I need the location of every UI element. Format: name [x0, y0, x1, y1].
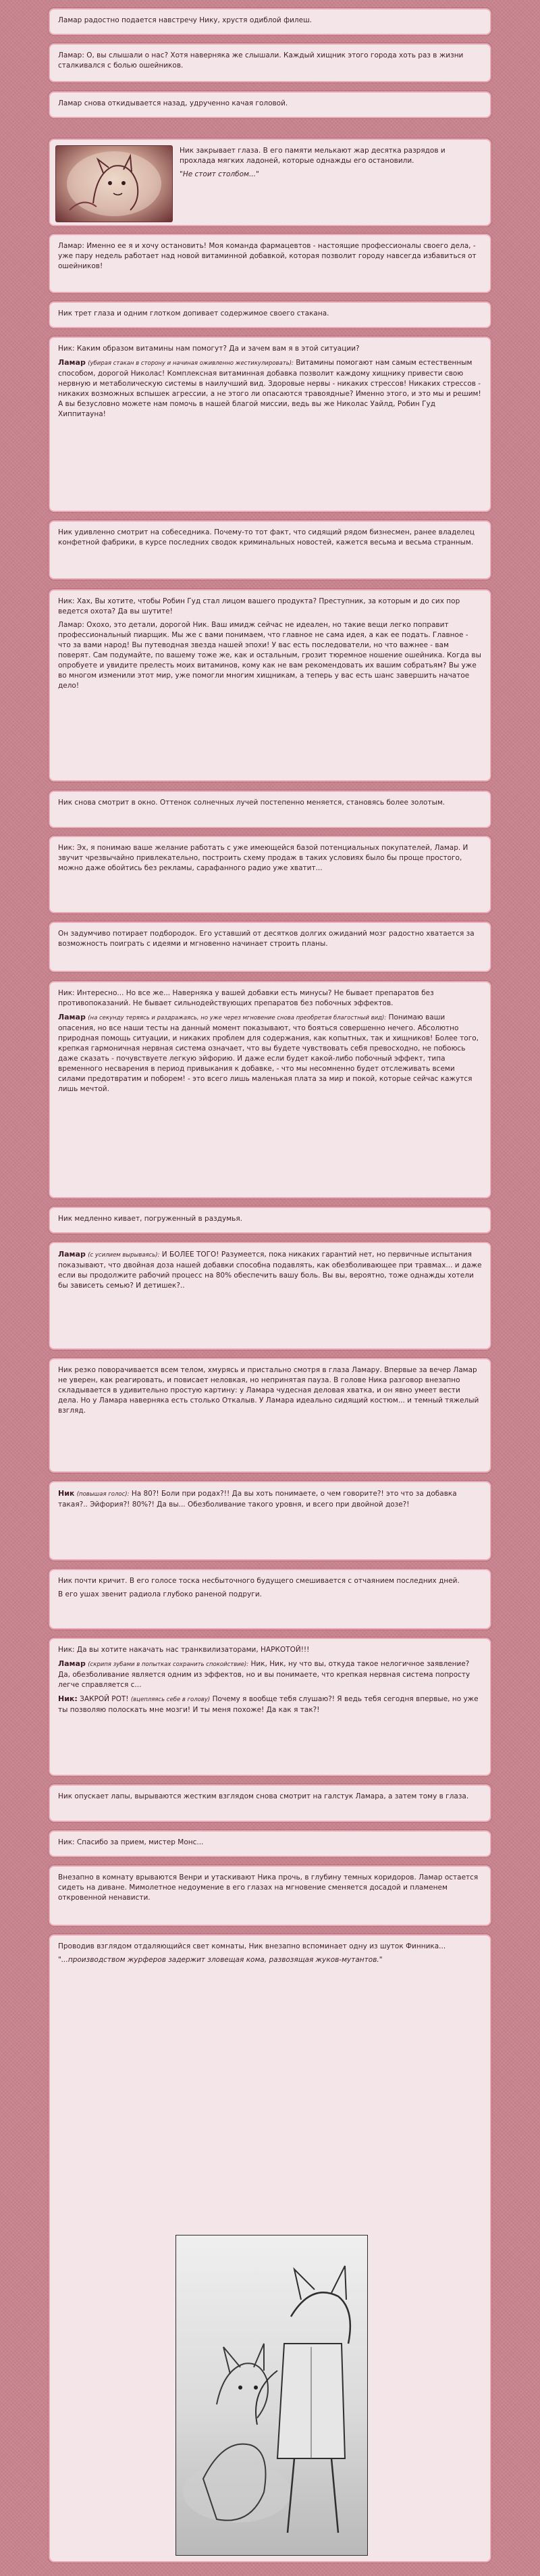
sketch-illustration	[176, 2235, 368, 2556]
narration-block: Внезапно в комнату врываются Венри и утаскивают Ника прочь, в глубину темных коридоров. Ламар остается сидеть на диване. Мимолетное недоумение в его глазах на мгновение сменяется досадой и пламенем откровенной ненависти.	[49, 1865, 491, 1926]
narration-block: Он задумчиво потирает подбородок. Его уставший от десятков долгих ожиданий мозг радостно хватается за возможность поиграть с идеями и мгновенно начинает строить планы.	[49, 921, 491, 972]
narration-block: Ник удивленно смотрит на собеседника. Почему-то тот факт, что сидящий рядом бизнесмен, ранее владелец конфетной фабрики, в курсе последних сводок криминальных новостей, кажется весьма и весьма странным.	[49, 520, 491, 580]
narration-with-illustration: Ник закрывает глаза. В его памяти мелькают жар десятка разрядов и прохлада мягких ладоней, которые однажды его остановили. "Не стоит столбом..."	[49, 138, 491, 226]
dialogue-block: Ник: Каким образом витамины нам помогут? Да и зачем вам я в этой ситуации? Ламар (убирая стакан в сторону и начиная оживленно жестикулировать): Витамины помогают нам самым естественным способом, дорогой Николас! Комплексная витаминная добавка позволит каждому хищнику привести свою нервную и метаболическую системы в наилучший вид. Здоровые нервы - никаких стрессов! Никаких стрессов - никаких возможных вспышек агрессии, а не этого ли опасаются травоядные? Именно этого, и это мы и решим! А вы безусловно можете нам помочь в нашей благой миссии, ведь вы же Николас Уайлд, Робин Гуд Хиппитауна!	[49, 336, 491, 512]
dialogue-block: Ник: Эх, я понимаю ваше желание работать с уже имеющейся базой потенциальных покупателей, Ламар. И звучит чрезвычайно привлекательно, построить схему продаж в таких условиях было бы проще простого, можно даже обойтись без рекламы, сарафанного радио уже хватит...	[49, 836, 491, 913]
narration-block: Ник медленно кивает, погруженный в раздумья.	[49, 1207, 491, 1234]
narration-block: Ник почти кричит. В его голосе тоска несбыточного будущего смешивается с отчаянием последних дней. В его ушах звенит радиола глубоко раненой подруги.	[49, 1569, 491, 1630]
memory-illustration-drawing	[56, 146, 172, 222]
sketch-illustration-drawing	[176, 2236, 367, 2555]
dialogue-block: Ламар: Именно ее я и хочу остановить! Моя команда фармацевтов - настоящие профессионалы своего дела, - уже пару недель работает над новой витаминной добавкой, которая позволит городу навсегда избавиться от ошейников!	[49, 234, 491, 293]
dialogue-block: Ник: Да вы хотите накачать нас транквилизаторами, НАРКОТОЙ!!! Ламар (скрипя зубами в попытках сохранить спокойствие): Ник, Ник, ну что вы, откуда такое нелогичное заявление? Да, обезболивание является одним из эффектов, но и вы понимаете, что крепкая нервная система попросту легче справляется с... Ник: ЗАКРОЙ РОТ! (вцепляясь себе в голову) Почему я вообще тебя слушаю?! Я ведь тебя сегодня впервые, но уже ты позволяю полоскать мне мозги! И ты меня похоже! Да как я так?!	[49, 1638, 491, 1776]
narration-block: Ник трет глаза и одним глотком допивает содержимое своего стакана.	[49, 301, 491, 328]
dialogue-block: Ник: Хах, Вы хотите, чтобы Робин Гуд стал лицом вашего продукта? Преступник, за которым и до сих пор ведется охота? Да вы шутите! Ламар: Охохо, это детали, дорогой Ник. Ваш имидж сейчас не идеален, но такие вещи легко поправит профессиональный пиарщик. Мы же с вами понимаем, что главное не сама идея, а как ее подать. Главное - что за вами народ! Вы путеводная звезда нашей эпохи! У вас есть последователи, но что важнее - вам поверят. Сам подумайте, по вашему тоже же, как и остальным, грозит тюремное ношение ошейника. Когда вы опробуете и увидите прелесть моих витаминов, кому как не вам рекомендовать их вашим собратьям? Вы уже во многом изменили этот мир, уже помогли многим хищникам, а теперь у вас есть шанс завершить начатое дело!	[49, 589, 491, 782]
dialogue-block: Ламар: О, вы слышали о нас? Хотя наверняка же слышали. Каждый хищник этого города хоть раз в жизни сталкивался с болью ошейников.	[49, 43, 491, 82]
narration-block: Ник снова смотрит в окно. Оттенок солнечных лучей постепенно меняется, становясь более золотым.	[49, 790, 491, 828]
dialogue-block: Ламар (с усилием вырываясь): И БОЛЕЕ ТОГО! Разумеется, пока никаких гарантий нет, но первичные испытания показывают, что двойная доза нашей добавки способна подавлять, как обезболивающее при травмах... и даже если вы продолжите рабочий процесс на 80% обеспечить вашу боль. Вы вы, вероятно, тоже однажды хотели бы зависеть семью? И детишек?..	[49, 1242, 491, 1350]
narration-block: Ник резко поворачивается всем телом, хмурясь и пристально смотря в глаза Ламару. Впервые за вечер Ламар не уверен, как реагировать, и повисает неловкая, но непринятая пауза. В голове Ника разговор внезапно складывается в удивительно простую картину: у Ламара чудесная деловая хватка, и он явно умеет вести дела. Но у Ламара наверняка есть столько Откалыв. У Ламара идеально сидящий костюм... и темный тяжелый взгляд.	[49, 1358, 491, 1473]
narration-block: Ник опускает лапы, вырываются жестким взглядом снова смотрит на галстук Ламара, а затем тому в глаза.	[49, 1784, 491, 1822]
memory-illustration	[55, 145, 173, 222]
narration-block: Ламар снова откидывается назад, удрученно качая головой.	[49, 91, 491, 118]
narration-block: Ламар радостно подается навстречу Нику, хрустя одиблой филеш.	[49, 8, 491, 35]
dialogue-block: Ник (повышая голос): На 80?! Боли при родах?!! Да вы хоть понимаете, о чем говорите?! это что за добавка такая?.. Эйфория?! 80%?! Да вы... Обезболивание такого уровня, и всего при двойной дозе?!	[49, 1481, 491, 1561]
dialogue-block: Ник: Спасибо за прием, мистер Монс...	[49, 1830, 491, 1857]
closing-block: Проводив взглядом отдаляющийся свет комнаты, Ник внезапно вспоминает одну из шуток Финника... "...производством журферов задержит зловещая кома, развозящая жуков-мутантов."	[49, 1934, 491, 2562]
dialogue-block: Ник: Интересно... Но все же... Наверняка у вашей добавки есть минусы? Не бывает препаратов без противопоказаний. Не бывает сильнодействующих препаратов без побочных эффектов. Ламар (на секунду теряясь и раздражаясь, но уже через мгновение снова преобретая благостный вид): Понимаю ваши опасения, но все наши тесты на данный момент показывают, что бояться совершенно нечего. Абсолютно природная помощь ситуации, и никаких проблем для содержания, как копытных, так и хищников! Более того, крепкая гармоничная нервная система означает, что вы будете чувствовать себя превосходно, не побоюсь даже сказать - почувствуете легкую эйфорию. И даже если будет какой-либо побочный эффект, типа временного несварения в период привыкания к добавке, - что мы несомненно будет отслеживать всеми силами предотвратим и поборем! - это всего лишь маленькая плата за мир и покой, которые сейчас кажутся лишь мечтой.	[49, 981, 491, 1198]
